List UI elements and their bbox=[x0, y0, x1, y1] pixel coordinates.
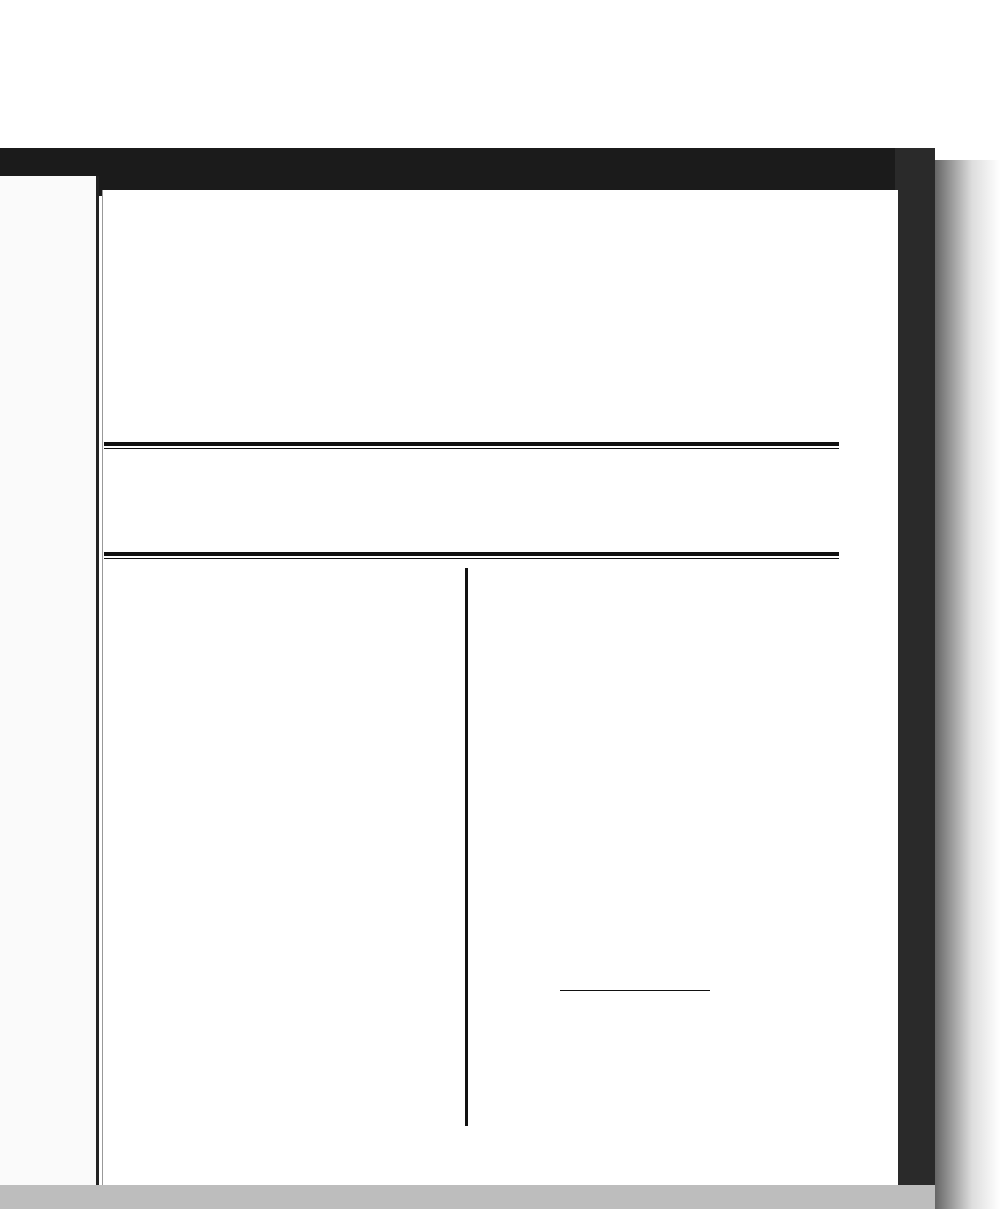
masthead-rule-thin bbox=[104, 448, 839, 449]
notice-rule-thin bbox=[104, 558, 839, 559]
scan-border-right bbox=[895, 148, 935, 1209]
scan-border-top bbox=[0, 148, 930, 196]
previous-page-fragment bbox=[0, 176, 99, 1185]
notice-rule-bottom bbox=[104, 552, 839, 556]
story-rule bbox=[560, 990, 710, 991]
scan-shadow-right bbox=[930, 160, 1000, 1209]
newspaper-page bbox=[102, 190, 898, 1185]
column-divider bbox=[465, 568, 468, 1126]
masthead-rule-top bbox=[104, 442, 839, 446]
scan-border-bottom bbox=[0, 1185, 935, 1209]
